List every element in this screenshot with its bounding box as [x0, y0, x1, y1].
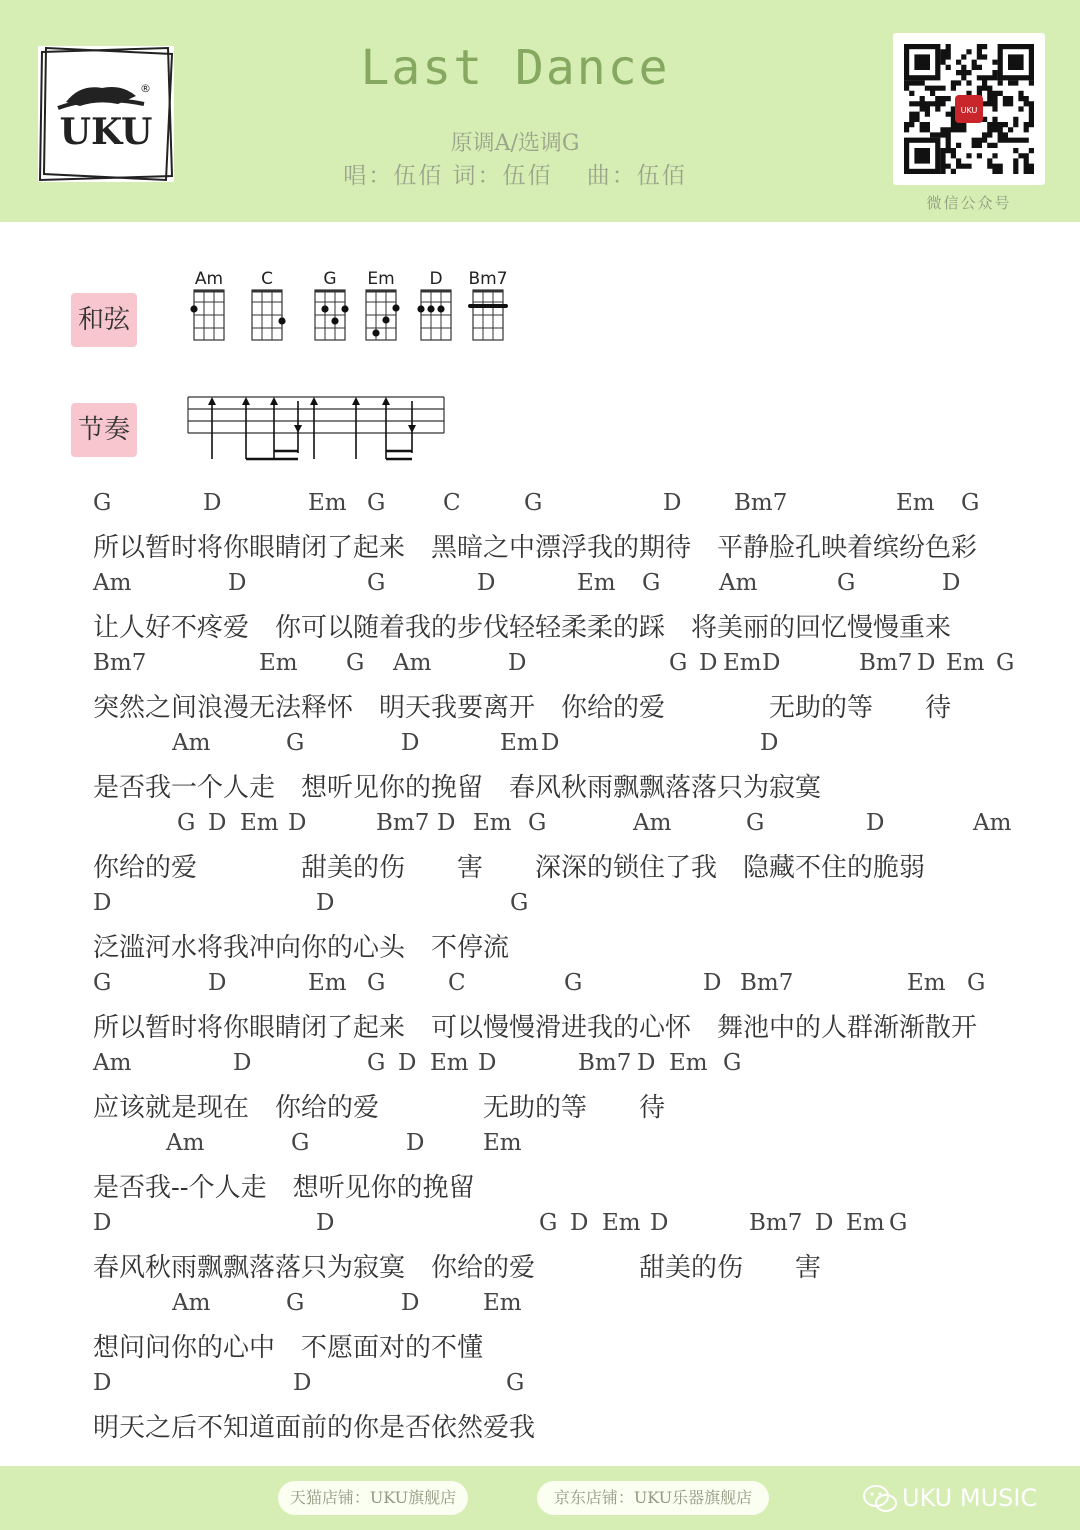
lyric-text: 明天之后不知道面前的你是否依然爱我 — [93, 1413, 536, 1443]
chord-label: D — [406, 1130, 425, 1156]
brand-watermark — [862, 1480, 1037, 1516]
chord-label: Bm7 — [740, 970, 794, 996]
chord-label: D — [316, 1210, 335, 1236]
chord-label: Am — [719, 570, 758, 596]
lyric-text: 是否我--个人走 想听见你的挽留 — [93, 1173, 475, 1203]
chord-label: G — [177, 810, 196, 836]
chord-label: G — [367, 570, 386, 596]
chord-label: D — [866, 810, 885, 836]
chord-label: G — [510, 890, 529, 916]
chord-label: D — [478, 1050, 497, 1076]
chord-diagram-name: G — [323, 269, 337, 289]
lyric-text: 应该就是现在 你给的爱 无助的等 待 — [93, 1093, 666, 1123]
chord-label: Em — [669, 1050, 708, 1076]
lyric-line — [0, 890, 1080, 970]
rhythm-diagram — [184, 393, 448, 463]
lyric-text: 所以暂时将你眼睛闭了起来 可以慢慢滑进我的心怀 舞池中的人群渐渐散开 — [93, 1013, 978, 1043]
chord-diagram-c — [252, 269, 286, 340]
chord-row — [0, 970, 1080, 1002]
chord-label: Bm7 — [749, 1210, 803, 1236]
chord-label: D — [703, 970, 722, 996]
lyric-text: 是否我一个人走 想听见你的挽留 春风秋雨飘飘落落只为寂寞 — [93, 773, 822, 803]
brand-name: UKU MUSIC — [902, 1484, 1038, 1512]
chord-label: D — [208, 970, 227, 996]
key-info: 原调A/选调G — [450, 131, 580, 156]
chord-label: C — [443, 490, 461, 516]
chord-label: Bm7 — [859, 650, 913, 676]
registered-mark: ® — [140, 82, 151, 95]
lyric-line — [0, 1370, 1080, 1450]
chord-label: Em — [483, 1290, 522, 1316]
chord-label: Em — [259, 650, 298, 676]
chord-diagram-em — [366, 269, 400, 340]
chord-label: D — [762, 650, 781, 676]
song-title: Last Dance — [360, 40, 670, 96]
chord-row — [0, 730, 1080, 762]
chord-label: G — [291, 1130, 310, 1156]
lyric-line — [0, 730, 1080, 810]
chord-label: Bm7 — [376, 810, 430, 836]
chord-diagram-name: Em — [367, 269, 395, 289]
chord-label: Bm7 — [734, 490, 788, 516]
chord-label: D — [93, 890, 112, 916]
chord-label: Am — [93, 570, 132, 596]
chord-label: G — [93, 970, 112, 996]
chord-label: Am — [973, 810, 1012, 836]
chord-label: D — [477, 570, 496, 596]
lyric-line — [0, 1210, 1080, 1290]
chord-label: G — [367, 1050, 386, 1076]
chord-label: D — [942, 570, 961, 596]
lyric-line — [0, 810, 1080, 890]
lyric-text: 突然之间浪漫无法释怀 明天我要离开 你给的爱 无助的等 待 — [93, 693, 952, 723]
chord-label: G — [642, 570, 661, 596]
lyric-line — [0, 490, 1080, 570]
chord-label: G — [528, 810, 547, 836]
chord-label: Am — [172, 1290, 211, 1316]
header-banner — [0, 0, 1080, 222]
chord-label: D — [93, 1370, 112, 1396]
lyric-line — [0, 1050, 1080, 1130]
chord-label: D — [233, 1050, 252, 1076]
chord-label: Em — [896, 490, 935, 516]
footer-bar — [0, 1466, 1080, 1530]
rhythm-label: 节奏 — [71, 403, 137, 457]
lyric-text: 春风秋雨飘飘落落只为寂寞 你给的爱 甜美的伤 害 — [93, 1253, 822, 1283]
chord-label: D — [316, 890, 335, 916]
chord-label: D — [293, 1370, 312, 1396]
chord-label: G — [524, 490, 543, 516]
chord-label: Em — [577, 570, 616, 596]
chord-label: G — [367, 490, 386, 516]
chord-label: Em — [907, 970, 946, 996]
chord-diagrams — [180, 264, 520, 348]
chord-label: D — [228, 570, 247, 596]
chord-label: Am — [633, 810, 672, 836]
chord-label: Em — [430, 1050, 469, 1076]
qr-badge-text: UKU — [960, 106, 978, 115]
jd-store-link[interactable]: 京东店铺：UKU乐器旗舰店 — [537, 1481, 769, 1515]
lyric-line — [0, 570, 1080, 650]
chord-label: D — [663, 490, 682, 516]
lyric-text: 想问问你的心中 不愿面对的不懂 — [93, 1333, 484, 1363]
chord-label: D — [637, 1050, 656, 1076]
chord-label: Em — [500, 730, 539, 756]
chord-label: Em — [483, 1130, 522, 1156]
chord-row — [0, 570, 1080, 602]
chord-label: G — [346, 650, 365, 676]
chord-diagram-name: D — [429, 269, 443, 289]
chord-row — [0, 1290, 1080, 1322]
chord-label: D — [541, 730, 560, 756]
chord-label: D — [208, 810, 227, 836]
chord-label: Em — [723, 650, 762, 676]
chord-label: D — [398, 1050, 417, 1076]
logo-text: UKU — [59, 111, 153, 153]
chord-row — [0, 1210, 1080, 1242]
chord-label: D — [699, 650, 718, 676]
chord-row — [0, 1050, 1080, 1082]
chord-label: Am — [393, 650, 432, 676]
chord-label: D — [650, 1210, 669, 1236]
chord-row — [0, 810, 1080, 842]
chord-label: Bm7 — [578, 1050, 632, 1076]
chord-label: G — [669, 650, 688, 676]
chord-label: D — [437, 810, 456, 836]
chord-label: G — [286, 730, 305, 756]
chord-label: D — [760, 730, 779, 756]
chord-label: Am — [172, 730, 211, 756]
chord-label: Em — [308, 490, 347, 516]
chord-label: Am — [166, 1130, 205, 1156]
wechat-qr-code[interactable] — [893, 33, 1045, 185]
chord-label: Em — [846, 1210, 885, 1236]
lyric-text: 泛滥河水将我冲向你的心头 不停流 — [93, 933, 510, 963]
chord-label: D — [203, 490, 222, 516]
chord-label: C — [448, 970, 466, 996]
chord-row — [0, 650, 1080, 682]
chord-label: G — [746, 810, 765, 836]
chord-label: G — [286, 1290, 305, 1316]
chord-label: G — [723, 1050, 742, 1076]
chord-label: G — [506, 1370, 525, 1396]
chord-label: G — [889, 1210, 908, 1236]
chord-label: D — [917, 650, 936, 676]
lyric-line — [0, 1290, 1080, 1370]
chord-label: Em — [473, 810, 512, 836]
chord-label: D — [401, 730, 420, 756]
chord-label: D — [570, 1210, 589, 1236]
lyric-line — [0, 1130, 1080, 1210]
lyric-text: 你给的爱 甜美的伤 害 深深的锁住了我 隐藏不住的脆弱 — [93, 853, 926, 883]
chord-label: G — [564, 970, 583, 996]
chord-label: G — [961, 490, 980, 516]
chord-diagram-name: Bm7 — [468, 269, 508, 289]
tmall-store-link[interactable]: 天猫店铺：UKU旗舰店 — [278, 1481, 468, 1515]
chord-label: G — [967, 970, 986, 996]
chord-row — [0, 490, 1080, 522]
chord-label: G — [367, 970, 386, 996]
chord-row — [0, 1370, 1080, 1402]
chord-label: G — [996, 650, 1015, 676]
chord-label: G — [93, 490, 112, 516]
chord-diagram-name: Am — [194, 269, 224, 289]
chord-label: D — [815, 1210, 834, 1236]
chord-label: Em — [308, 970, 347, 996]
chords-label: 和弦 — [71, 293, 137, 347]
wechat-icon — [862, 1484, 898, 1514]
chord-diagram-am — [190, 269, 224, 340]
chord-row — [0, 1130, 1080, 1162]
chord-diagram-bm7 — [468, 269, 507, 340]
lyric-line — [0, 970, 1080, 1050]
chord-label: D — [401, 1290, 420, 1316]
chord-label: D — [508, 650, 527, 676]
lyrics-sheet — [0, 490, 1080, 1450]
chord-diagram-g — [315, 269, 349, 340]
chord-label: Em — [602, 1210, 641, 1236]
lyric-text: 让人好不疼爱 你可以随着我的步伐轻轻柔柔的踩 将美丽的回忆慢慢重来 — [93, 613, 952, 643]
chord-diagram-d — [417, 269, 451, 340]
chord-diagram-name: C — [261, 269, 273, 289]
chord-label: D — [93, 1210, 112, 1236]
qr-caption: 微信公众号 — [926, 194, 1012, 212]
credits: 唱：伍佰 词：伍佰 曲：伍佰 — [343, 163, 687, 189]
lyric-line — [0, 650, 1080, 730]
chord-label: D — [288, 810, 307, 836]
chord-label: G — [837, 570, 856, 596]
chord-label: Em — [240, 810, 279, 836]
chord-label: Em — [946, 650, 985, 676]
chord-label: Bm7 — [93, 650, 147, 676]
lyric-text: 所以暂时将你眼睛闭了起来 黑暗之中漂浮我的期待 平静脸孔映着缤纷色彩 — [93, 533, 978, 563]
chord-label: Am — [93, 1050, 132, 1076]
chord-label: G — [539, 1210, 558, 1236]
chord-row — [0, 890, 1080, 922]
